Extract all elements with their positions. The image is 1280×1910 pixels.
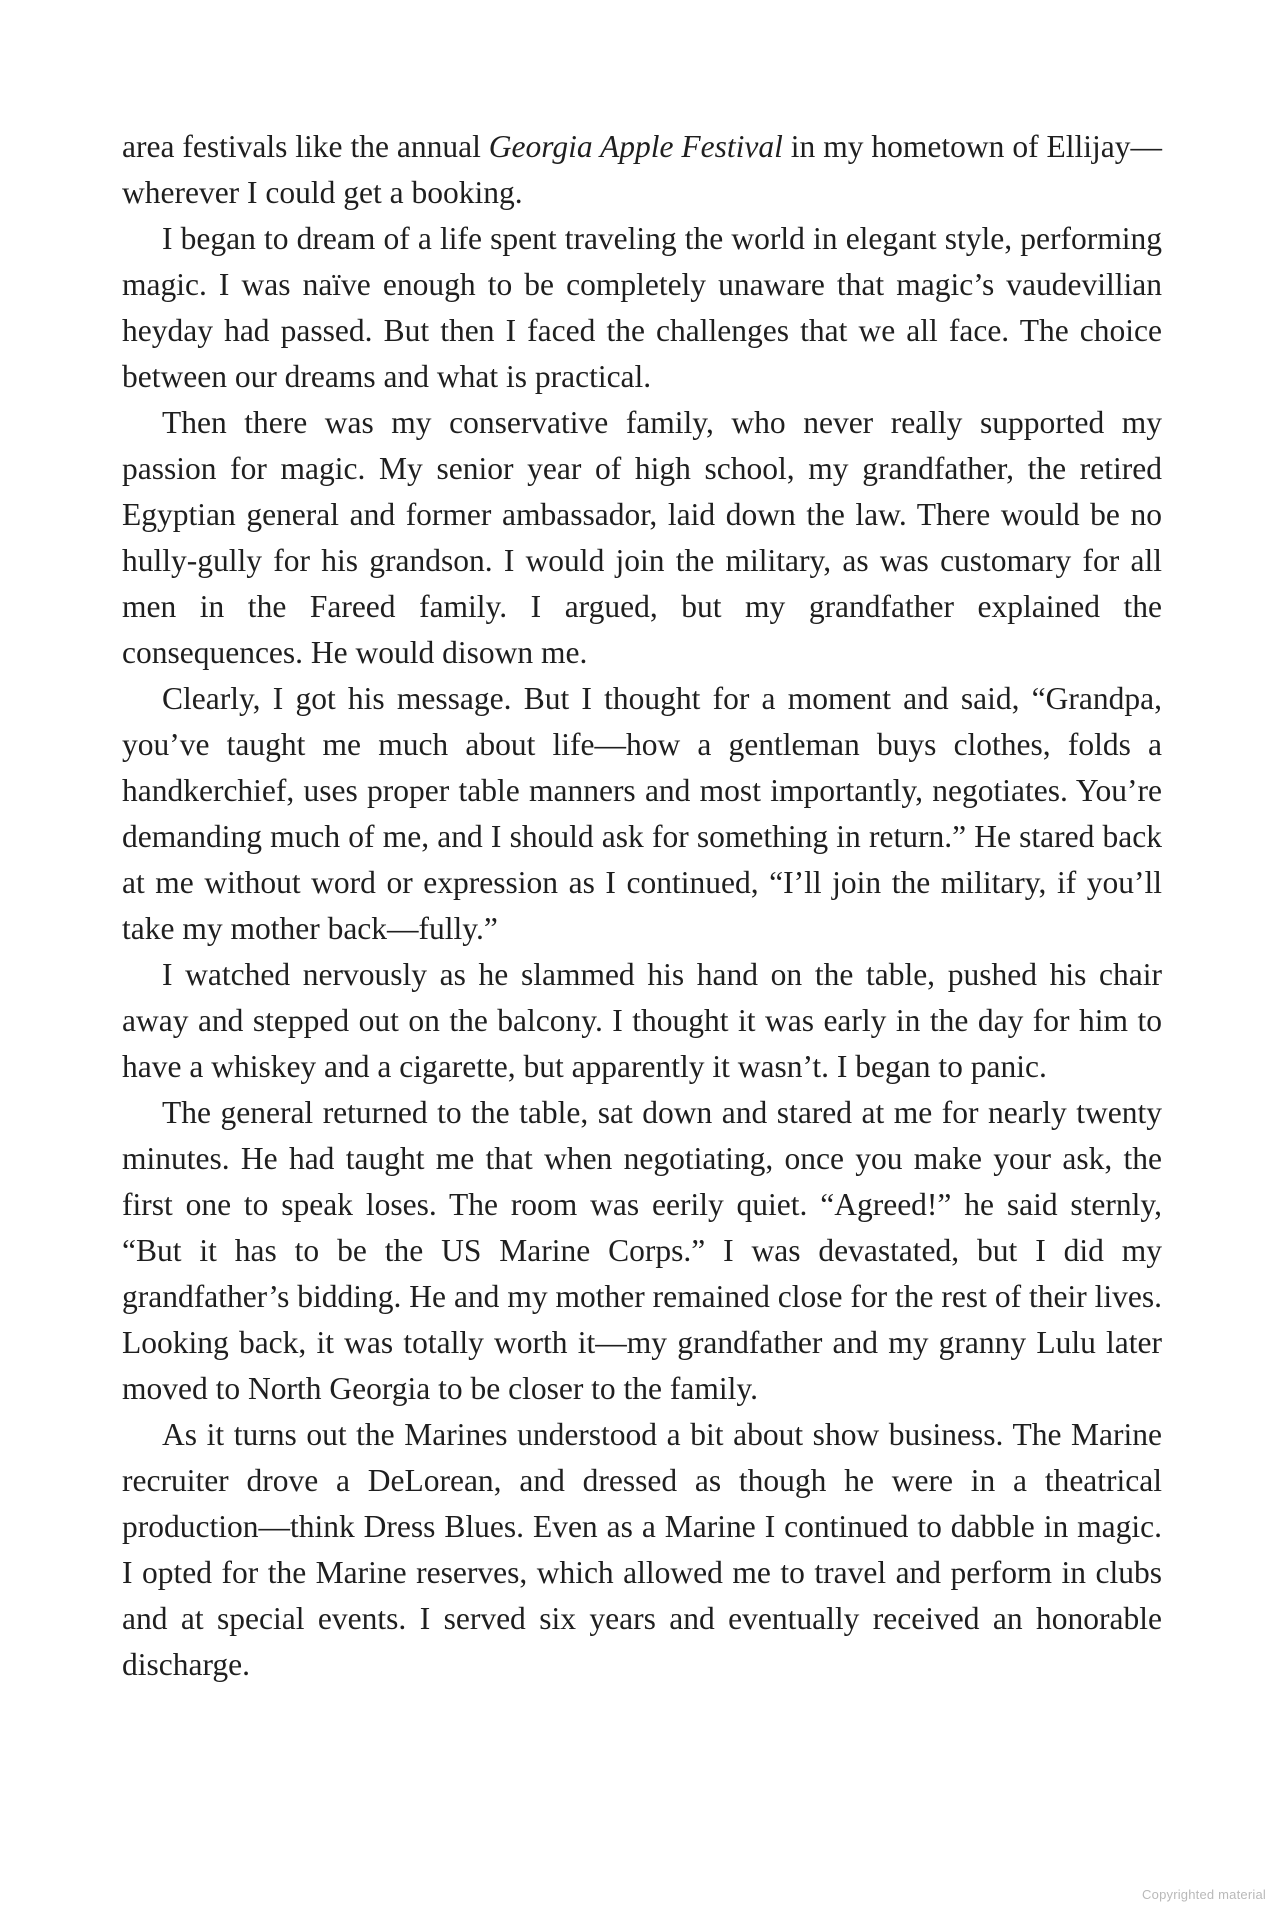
copyright-watermark: Copyrighted material — [1142, 1887, 1266, 1902]
paragraph-1-lead: area festivals like the annual — [122, 129, 489, 164]
paragraph-5: I watched nervously as he slammed his hand on the table, pushed his chair away and stepped out on the balcony. I thought it was early in the day for him to have a whiskey and a cigarette, but apparently it wasn’t. I began to panic. — [122, 957, 1162, 1084]
body-text — [122, 124, 1162, 1688]
paragraph-2: I began to dream of a life spent traveling the world in elegant style, performing magic. I was naïve enough to be completely unaware that magic’s vaudevillian heyday had passed. But then I faced the challenges that we all face. The choice between our dreams and what is practical. — [122, 221, 1162, 394]
festival-name: Georgia Apple Festival — [488, 129, 783, 164]
paragraph-1 — [122, 124, 1162, 216]
paragraph-3: Then there was my conservative family, who never really supported my passion for magic. My senior year of high school, my grandfather, the retired Egyptian general and former ambassador, laid down the law. There would be no hully-gully for his grandson. I would join the military, as was customary for all men in the Fareed family. I argued, but my grandfather explained the consequences. He would disown me. — [122, 405, 1162, 670]
paragraph-7: As it turns out the Marines understood a bit about show business. The Marine recruiter drove a DeLorean, and dressed as though he were in a theatrical production—think Dress Blues. Even as a Marine I continued to dabble in magic. I opted for the Marine reserves, which allowed me to travel and perform in clubs and at special events. I served six years and eventually received an honorable discharge. — [122, 1417, 1162, 1682]
paragraph-6: The general returned to the table, sat down and stared at me for nearly twenty minutes. He had taught me that when negotiating, once you make your ask, the first one to speak loses. The room was eerily quiet. “Agreed!” he said sternly, “But it has to be the US Marine Corps.” I was devastated, but I did my grandfather’s bidding. He and my mother remained close for the rest of their lives. Looking back, it was totally worth it—my grandfather and my granny Lulu later moved to North Georgia to be closer to the family. — [122, 1095, 1162, 1406]
paragraph-1-tail: in my hometown of Ellijay—wherever I could get a booking. — [122, 129, 1162, 210]
paragraph-4: Clearly, I got his message. But I thought for a moment and said, “Grandpa, you’ve taught me much about life—how a gentleman buys clothes, folds a handkerchief, uses proper table manners and most importantly, negotiates. You’re demanding much of me, and I should ask for something in return.” He stared back at me without word or expression as I continued, “I’ll join the military, if you’ll take my mother back—fully.” — [122, 681, 1162, 946]
